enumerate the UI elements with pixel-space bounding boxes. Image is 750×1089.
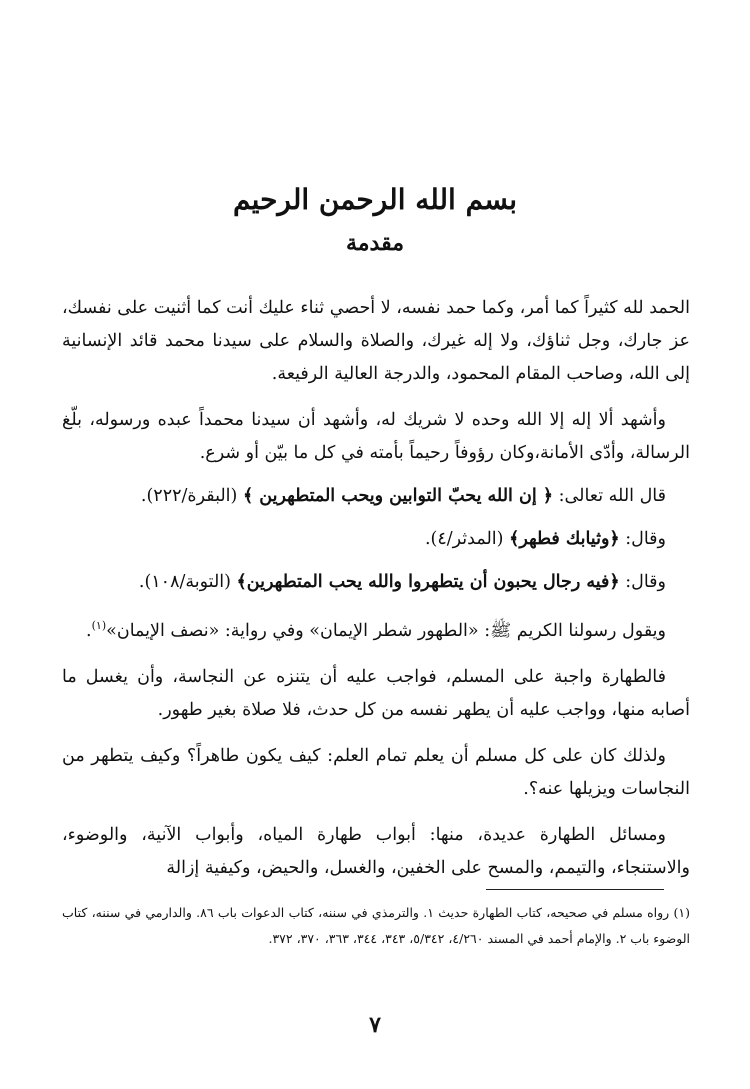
footnote-marker: (١) (91, 619, 107, 632)
footnote-1: (١) رواه مسلم في صحيحه، كتاب الطهارة حديث ١. والترمذي في سننه، كتاب الدعوات باب ٨٦. والدارمي في سننه، كتاب الوضوء باب ٢. والإمام أحمد في المسند ٤/٢٦٠، ٥/٣٤٢، ٣٤٣، ٣٤٤، ٣٦٣، ٣٧٠، ٣٧٢. (62, 905, 690, 946)
hadith-text: «الطهور شطر الإيمان» وفي رواية: «نصف الإيمان» (106, 620, 479, 641)
quran-verse: ﴿ إن الله يحبّ التوابين ويحب المتطهرين ﴾ (242, 486, 554, 506)
quran-quote-2 (62, 523, 690, 556)
paragraph-praise: الحمد لله كثيراً كما أمر، وكما حمد نفسه، لا أحصي ثناء عليك أنت كما أثنيت على نفسك، عز جارك، وجل ثناؤك، ولا إله غيرك، والصلاة والسلام على سيدنا محمد قائد الإنسانية إلى الله، وصاحب المقام المحمود، والدرجة العالية الرفيعة. (62, 298, 690, 384)
hadith-end: . (86, 620, 92, 641)
basmala-title: بسم الله الرحمن الرحيم (233, 183, 517, 216)
paragraph-purity-obligation: فالطهارة واجبة على المسلم، فواجب عليه أن يتنزه عن النجاسة، وأن يغسل ما أصابه منها، وواجب عليه أن يطهر نفسه من كل حدث، فلا صلاة بغير طهور. (62, 666, 690, 720)
quote-intro: وقال: (619, 529, 666, 549)
section-heading: مقدمة (345, 230, 405, 256)
quote-intro: وقال: (619, 572, 666, 592)
verse-reference: (التوبة/١٠٨). (138, 572, 237, 592)
page-number: ٧ (369, 1012, 381, 1038)
paragraph-testimony: وأشهد ألا إله إلا الله وحده لا شريك له، وأشهد أن سيدنا محمداً عبده ورسوله، بلّغ الرسالة، وأدّى الأمانة،وكان رؤوفاً رحيماً بأمته في كل ما بيّن أو شرع. (62, 410, 690, 463)
paragraph-topics: ومسائل الطهارة عديدة، منها: أبواب طهارة المياه، وأبواب الآنية، والوضوء، والاستنجاء، والتيمم، والمسح على الخفين، والغسل، والحيض، وكيفية إزالة (62, 824, 690, 878)
quran-verse: ﴿وثيابك فطهر﴾ (509, 529, 620, 549)
quran-quote-1 (62, 480, 690, 513)
main-text (62, 292, 690, 898)
hadith-intro: ويقول رسولنا الكريم ﷺ: (478, 620, 666, 641)
quran-quote-3 (62, 566, 690, 599)
verse-reference: (المدثر/٤). (424, 529, 510, 549)
quran-verse: ﴿فيه رجال يحبون أن يتطهروا والله يحب المتطهرين﴾ (236, 572, 620, 592)
quote-intro: قال الله تعالى: (553, 486, 666, 506)
hadith-quote (62, 609, 690, 648)
paragraph-knowledge: ولذلك كان على كل مسلم أن يعلم تمام العلم: كيف يكون طاهراً؟ وكيف يتطهر من النجاسات ويزيلها عنه؟. (62, 745, 690, 799)
footnote-divider (486, 889, 664, 890)
verse-reference: (البقرة/٢٢٢). (140, 486, 243, 506)
